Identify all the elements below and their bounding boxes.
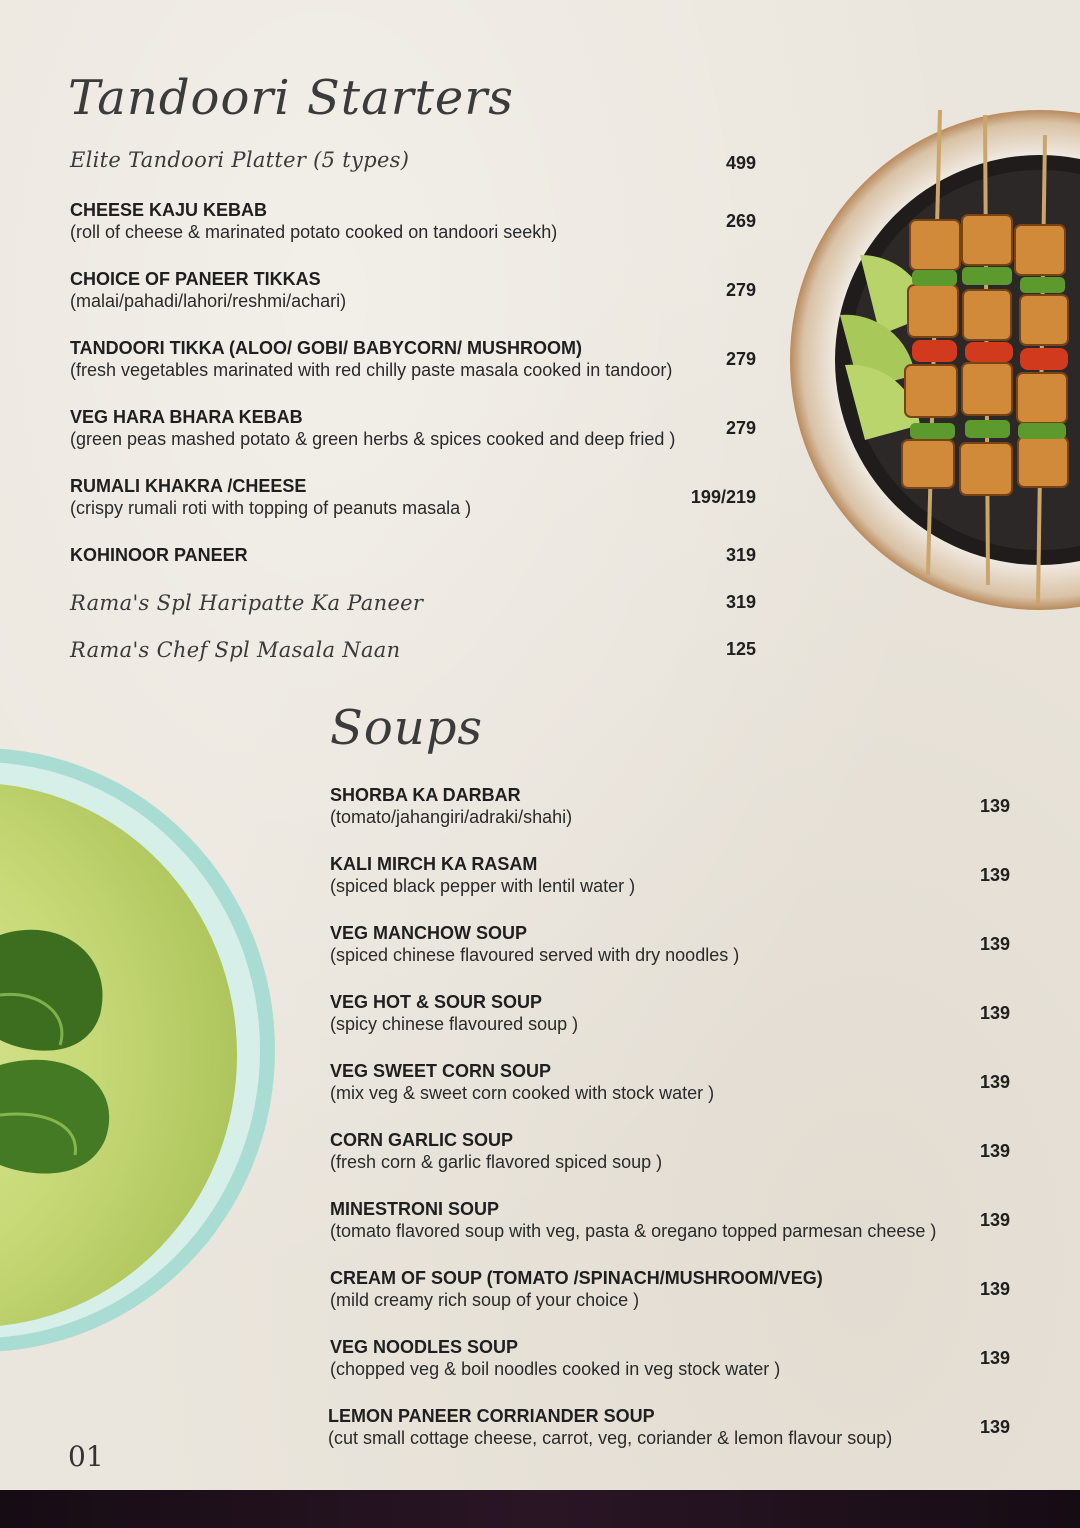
menu-item-kohinoor-paneer	[70, 544, 248, 566]
item-description: (cut small cottage cheese, carrot, veg, coriander & lemon flavour soup)	[328, 1428, 893, 1448]
item-name: Rama's Spl Haripatte Ka Paneer	[70, 591, 424, 615]
item-name: CHOICE OF PANEER TIKKAS	[70, 269, 321, 289]
item-price: 139	[979, 796, 1010, 816]
item-name: MINESTRONI SOUP	[330, 1199, 500, 1219]
item-description: (malai/pahadi/lahori/reshmi/achari)	[70, 291, 347, 311]
item-name: CREAM OF SOUP (TOMATO /SPINACH/MUSHROOM/VEG)	[330, 1268, 823, 1288]
item-price: 139	[979, 1141, 1010, 1161]
item-name: RUMALI KHAKRA /CHEESE	[70, 476, 307, 496]
item-price: 139	[979, 1210, 1010, 1230]
menu-item-lemon-paneer-corriander-soup	[328, 1405, 892, 1449]
item-price: 139	[979, 865, 1010, 885]
item-name: VEG SWEET CORN SOUP	[330, 1061, 552, 1081]
item-price: 125	[725, 639, 756, 659]
menu-item-masala-naan	[70, 638, 400, 662]
item-name: KALI MIRCH KA RASAM	[330, 854, 538, 874]
item-price: 139	[979, 1003, 1010, 1023]
item-price: 199/219	[690, 487, 756, 507]
menu-item-haripatte-ka-paneer	[70, 591, 423, 615]
footer-bar	[0, 1490, 1080, 1528]
item-price: 499	[725, 153, 756, 173]
menu-item-kali-mirch-ka-rasam	[330, 853, 635, 897]
item-price: 269	[725, 211, 756, 231]
item-name: VEG HARA BHARA KEBAB	[70, 407, 303, 427]
item-description: (mix veg & sweet corn cooked with stock water )	[330, 1083, 715, 1103]
menu-item-elite-tandoori-platter	[70, 148, 409, 172]
item-price: 139	[979, 1417, 1010, 1437]
item-price: 139	[979, 934, 1010, 954]
item-name: Rama's Chef Spl Masala Naan	[70, 638, 401, 662]
page-number: 01	[68, 1440, 104, 1473]
menu-item-cheese-kaju-kebab	[70, 199, 557, 243]
menu-item-rumali-khakra	[70, 475, 471, 519]
menu-item-veg-manchow-soup	[330, 922, 739, 966]
item-name: TANDOORI TIKKA (ALOO/ GOBI/ BABYCORN/ MUSHROOM)	[70, 338, 582, 358]
item-description: (green peas mashed potato & green herbs & spices cooked and deep fried )	[70, 429, 676, 449]
menu-item-minestroni-soup	[330, 1198, 936, 1242]
item-description: (fresh corn & garlic flavored spiced soup )	[330, 1152, 663, 1172]
menu-item-veg-hara-bhara-kebab	[70, 406, 675, 450]
menu-item-cream-of-soup	[330, 1267, 823, 1311]
item-price: 139	[979, 1072, 1010, 1092]
item-price: 319	[725, 545, 756, 565]
menu-item-choice-of-paneer-tikkas	[70, 268, 346, 312]
item-name: VEG MANCHOW SOUP	[330, 923, 528, 943]
section-title-soups: Soups	[330, 700, 484, 756]
item-name: SHORBA KA DARBAR	[330, 785, 521, 805]
item-name: LEMON PANEER CORRIANDER SOUP	[328, 1406, 655, 1426]
item-price: 319	[725, 592, 756, 612]
item-price: 139	[979, 1279, 1010, 1299]
item-description: (spiced chinese flavoured served with dry noodles )	[330, 945, 740, 965]
item-price: 139	[979, 1348, 1010, 1368]
item-price: 279	[725, 349, 756, 369]
item-name: VEG HOT & SOUR SOUP	[330, 992, 543, 1012]
item-name: VEG NOODLES SOUP	[330, 1337, 519, 1357]
item-description: (tomato flavored soup with veg, pasta & oregano topped parmesan cheese )	[330, 1221, 937, 1241]
paneer-tikka-plate-image	[790, 105, 1080, 610]
item-description: (mild creamy rich soup of your choice )	[330, 1290, 640, 1310]
item-description: (spicy chinese flavoured soup )	[330, 1014, 579, 1034]
menu-item-veg-noodles-soup	[330, 1336, 780, 1380]
item-description: (spiced black pepper with lentil water )	[330, 876, 636, 896]
green-soup-bowl-image	[0, 745, 280, 1355]
item-name: CORN GARLIC SOUP	[330, 1130, 514, 1150]
item-name: KOHINOOR PANEER	[70, 545, 248, 565]
menu-item-veg-sweet-corn-soup	[330, 1060, 714, 1104]
item-description: (roll of cheese & marinated potato cooked on tandoori seekh)	[70, 222, 558, 242]
item-description: (crispy rumali roti with topping of peanuts masala )	[70, 498, 472, 518]
item-price: 279	[725, 280, 756, 300]
menu-item-tandoori-tikka	[70, 337, 672, 381]
section-title-tandoori-starters: Tandoori Starters	[68, 70, 514, 126]
item-description: (tomato/jahangiri/adraki/shahi)	[330, 807, 573, 827]
item-name: Elite Tandoori Platter (5 types)	[70, 148, 410, 172]
item-description: (fresh vegetables marinated with red chilly paste masala cooked in tandoor)	[70, 360, 673, 380]
menu-item-shorba-ka-darbar	[330, 784, 572, 828]
item-price: 279	[725, 418, 756, 438]
menu-item-veg-hot-sour-soup	[330, 991, 578, 1035]
item-description: (chopped veg & boil noodles cooked in veg stock water )	[330, 1359, 781, 1379]
menu-item-corn-garlic-soup	[330, 1129, 662, 1173]
item-name: CHEESE KAJU KEBAB	[70, 200, 268, 220]
